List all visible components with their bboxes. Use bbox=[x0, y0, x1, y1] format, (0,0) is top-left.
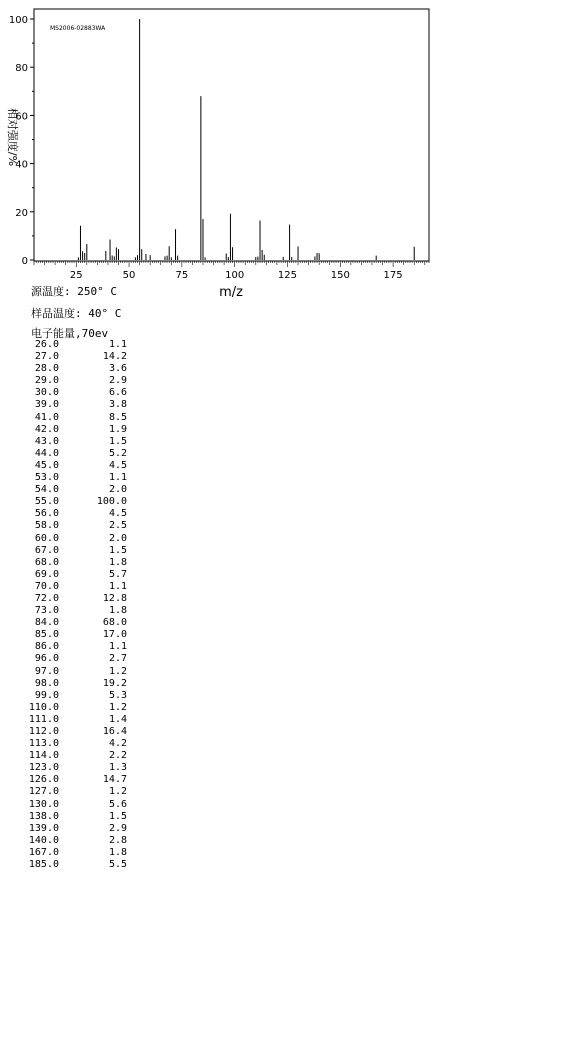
mz-cell: 73.0 bbox=[34, 605, 59, 617]
x-tick-label: 25 bbox=[69, 270, 83, 281]
intensity-cell: 1.4 bbox=[108, 713, 127, 725]
intensity-cell: 68.0 bbox=[102, 617, 127, 629]
intensity-cell: 5.5 bbox=[108, 859, 127, 871]
table-row bbox=[25, 835, 127, 847]
table-row bbox=[25, 762, 127, 774]
mz-cell: 41.0 bbox=[34, 411, 59, 423]
table-row bbox=[25, 811, 127, 823]
plot-frame bbox=[34, 9, 429, 261]
intensity-cell: 1.1 bbox=[108, 641, 127, 653]
table-row bbox=[25, 678, 127, 690]
x-tick-label: 75 bbox=[175, 270, 189, 281]
mz-cell: 99.0 bbox=[34, 689, 59, 701]
table-row bbox=[25, 533, 127, 545]
mz-cell: 44.0 bbox=[34, 447, 59, 459]
intensity-cell: 5.3 bbox=[108, 689, 127, 701]
table-row bbox=[25, 508, 127, 520]
table-row bbox=[25, 460, 127, 472]
peak-table bbox=[25, 339, 127, 871]
table-row bbox=[25, 859, 127, 871]
mz-cell: 110.0 bbox=[28, 701, 59, 713]
intensity-cell: 1.1 bbox=[108, 339, 127, 350]
x-axis bbox=[34, 261, 429, 281]
mz-cell: 70.0 bbox=[34, 580, 59, 592]
table-row bbox=[25, 545, 127, 557]
x-tick-label: 100 bbox=[225, 270, 245, 281]
table-row bbox=[25, 351, 127, 363]
intensity-cell: 2.7 bbox=[108, 653, 127, 665]
mz-cell: 185.0 bbox=[28, 859, 59, 871]
intensity-cell: 3.8 bbox=[108, 399, 127, 411]
mz-cell: 126.0 bbox=[28, 774, 59, 786]
mz-cell: 39.0 bbox=[34, 399, 59, 411]
table-row bbox=[25, 799, 127, 811]
table-row bbox=[25, 424, 127, 436]
table-row bbox=[25, 714, 127, 726]
intensity-cell: 2.0 bbox=[108, 484, 127, 496]
mz-cell: 53.0 bbox=[34, 472, 59, 484]
table-row bbox=[25, 448, 127, 460]
intensity-cell: 1.5 bbox=[108, 810, 127, 822]
intensity-cell: 17.0 bbox=[102, 629, 127, 641]
intensity-cell: 2.2 bbox=[108, 750, 127, 762]
intensity-cell: 2.9 bbox=[108, 375, 127, 387]
intensity-cell: 3.6 bbox=[108, 363, 127, 375]
table-row bbox=[25, 726, 127, 738]
table-row bbox=[25, 412, 127, 424]
mz-cell: 60.0 bbox=[34, 532, 59, 544]
mz-cell: 54.0 bbox=[34, 484, 59, 496]
intensity-cell: 6.6 bbox=[108, 387, 127, 399]
x-tick-label: 175 bbox=[383, 270, 403, 281]
table-row bbox=[25, 496, 127, 508]
mz-cell: 45.0 bbox=[34, 459, 59, 471]
intensity-cell: 12.8 bbox=[102, 592, 127, 604]
table-row bbox=[25, 617, 127, 629]
intensity-cell: 1.1 bbox=[108, 580, 127, 592]
table-row bbox=[25, 472, 127, 484]
mz-cell: 67.0 bbox=[34, 544, 59, 556]
mz-cell: 56.0 bbox=[34, 508, 59, 520]
chart-title: MS2006-02883WA bbox=[50, 25, 106, 32]
mz-cell: 112.0 bbox=[28, 726, 59, 737]
intensity-cell: 1.3 bbox=[108, 762, 127, 774]
intensity-cell: 100.0 bbox=[96, 496, 127, 508]
mz-cell: 58.0 bbox=[34, 520, 59, 532]
table-row bbox=[25, 569, 127, 581]
table-row bbox=[25, 557, 127, 569]
intensity-cell: 5.7 bbox=[108, 568, 127, 580]
y-tick-label: 40 bbox=[15, 159, 28, 171]
table-row bbox=[25, 520, 127, 532]
mz-cell: 28.0 bbox=[34, 363, 59, 375]
mz-cell: 111.0 bbox=[28, 713, 59, 725]
table-row bbox=[25, 436, 127, 448]
table-row bbox=[25, 738, 127, 750]
mz-cell: 138.0 bbox=[28, 810, 59, 822]
intensity-cell: 2.5 bbox=[108, 520, 127, 532]
intensity-cell: 8.5 bbox=[108, 411, 127, 423]
table-row bbox=[25, 375, 127, 387]
mz-cell: 127.0 bbox=[28, 786, 59, 798]
mz-cell: 55.0 bbox=[34, 496, 59, 508]
table-row bbox=[25, 823, 127, 835]
intensity-cell: 1.5 bbox=[108, 544, 127, 556]
sample-temperature: 样品温度: 40° C bbox=[31, 307, 122, 320]
mz-cell: 140.0 bbox=[28, 834, 59, 846]
intensity-cell: 1.2 bbox=[108, 665, 127, 677]
mz-cell: 167.0 bbox=[28, 846, 59, 858]
table-row bbox=[25, 641, 127, 653]
mz-cell: 139.0 bbox=[28, 822, 59, 834]
table-row bbox=[25, 666, 127, 678]
intensity-cell: 1.2 bbox=[108, 786, 127, 798]
mz-cell: 72.0 bbox=[34, 592, 59, 604]
mz-cell: 43.0 bbox=[34, 435, 59, 447]
intensity-cell: 1.8 bbox=[108, 846, 127, 858]
electron-energy: 电子能量,70ev bbox=[31, 327, 109, 340]
table-row bbox=[25, 605, 127, 617]
intensity-cell: 4.2 bbox=[108, 738, 127, 750]
x-tick-label: 150 bbox=[330, 270, 350, 281]
y-tick-label: 20 bbox=[15, 207, 28, 219]
intensity-cell: 4.5 bbox=[108, 508, 127, 520]
intensity-cell: 1.8 bbox=[108, 556, 127, 568]
table-row bbox=[25, 339, 127, 351]
table-row bbox=[25, 690, 127, 702]
table-row bbox=[25, 702, 127, 714]
mz-cell: 86.0 bbox=[34, 641, 59, 653]
mass-spectrum-chart bbox=[0, 0, 440, 300]
table-row bbox=[25, 581, 127, 593]
intensity-cell: 14.2 bbox=[102, 351, 127, 363]
intensity-cell: 1.2 bbox=[108, 701, 127, 713]
intensity-cell: 1.5 bbox=[108, 435, 127, 447]
mz-cell: 29.0 bbox=[34, 375, 59, 387]
table-row bbox=[25, 399, 127, 411]
peak-bars bbox=[78, 19, 414, 260]
y-tick-label: 100 bbox=[8, 15, 28, 26]
table-row bbox=[25, 774, 127, 786]
mz-cell: 98.0 bbox=[34, 677, 59, 689]
intensity-cell: 5.2 bbox=[108, 447, 127, 459]
mz-cell: 68.0 bbox=[34, 556, 59, 568]
mz-cell: 97.0 bbox=[34, 665, 59, 677]
mz-cell: 114.0 bbox=[28, 750, 59, 762]
y-tick-label: 0 bbox=[21, 256, 28, 267]
mz-cell: 96.0 bbox=[34, 653, 59, 665]
mz-cell: 69.0 bbox=[34, 568, 59, 580]
table-row bbox=[25, 484, 127, 496]
intensity-cell: 2.9 bbox=[108, 822, 127, 834]
intensity-cell: 1.8 bbox=[108, 605, 127, 617]
intensity-cell: 1.1 bbox=[108, 472, 127, 484]
table-row bbox=[25, 363, 127, 375]
table-row bbox=[25, 593, 127, 605]
table-row bbox=[25, 387, 127, 399]
intensity-cell: 4.5 bbox=[108, 459, 127, 471]
mz-cell: 84.0 bbox=[34, 617, 59, 629]
y-tick-label: 80 bbox=[15, 63, 28, 75]
mz-cell: 130.0 bbox=[28, 798, 59, 810]
intensity-cell: 14.7 bbox=[102, 774, 127, 786]
source-temperature: 源温度: 250° C bbox=[31, 285, 117, 298]
intensity-cell: 2.8 bbox=[108, 834, 127, 846]
x-tick-label: 125 bbox=[277, 270, 298, 281]
table-row bbox=[25, 653, 127, 665]
mz-cell: 30.0 bbox=[34, 387, 59, 399]
table-row bbox=[25, 786, 127, 798]
mz-cell: 85.0 bbox=[34, 629, 59, 641]
intensity-cell: 19.2 bbox=[102, 677, 127, 689]
mz-cell: 26.0 bbox=[34, 339, 59, 350]
table-row bbox=[25, 847, 127, 859]
mz-cell: 27.0 bbox=[34, 351, 59, 363]
intensity-cell: 5.6 bbox=[108, 798, 127, 810]
intensity-cell: 1.9 bbox=[108, 423, 127, 435]
intensity-cell: 16.4 bbox=[102, 726, 127, 737]
x-axis-label: m/z bbox=[219, 285, 243, 300]
y-tick-label: 60 bbox=[15, 111, 28, 123]
mz-cell: 113.0 bbox=[28, 738, 59, 750]
mz-cell: 123.0 bbox=[28, 762, 59, 774]
mz-cell: 42.0 bbox=[34, 423, 59, 435]
intensity-cell: 2.0 bbox=[108, 532, 127, 544]
table-row bbox=[25, 629, 127, 641]
y-axis-label: 相对强度/% bbox=[6, 107, 19, 167]
table-row bbox=[25, 750, 127, 762]
x-tick-label: 50 bbox=[122, 270, 136, 281]
